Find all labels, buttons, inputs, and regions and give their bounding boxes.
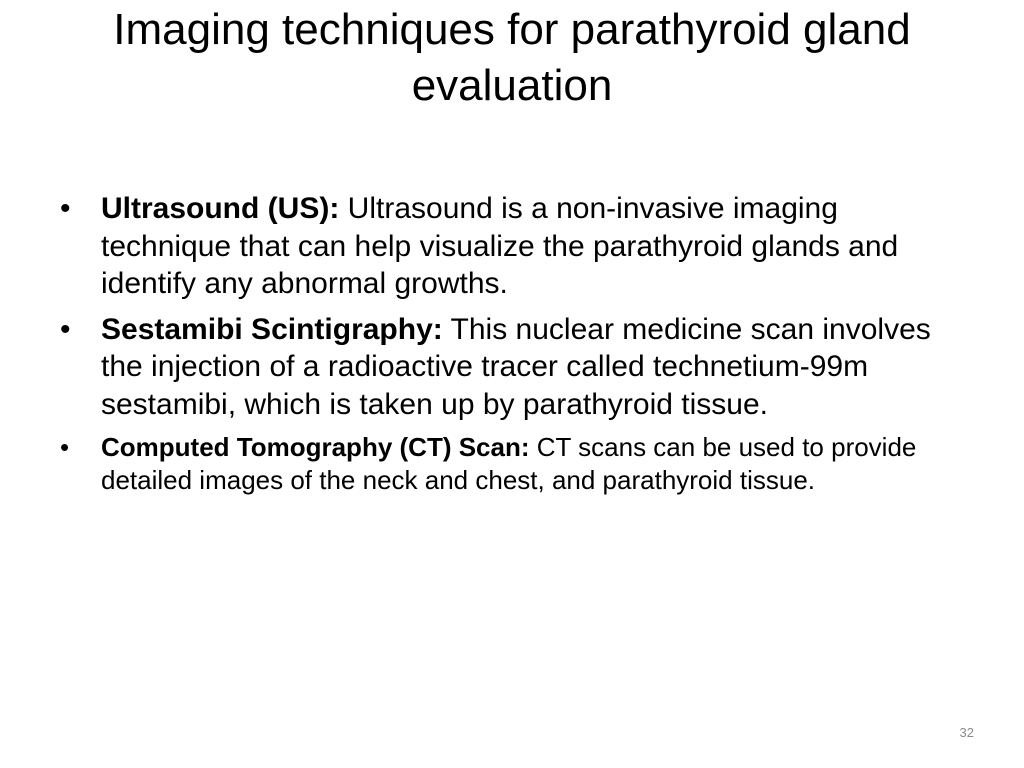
bullet-term: Ultrasound (US): [101, 192, 340, 225]
bullet-ultrasound [52, 190, 972, 303]
bullet-sestamibi [52, 311, 972, 424]
slide-title: Imaging techniques for parathyroid gland evaluation [113, 5, 911, 110]
bullet-text: Ultrasound is a non-invasive imaging technique that can help visualize the parathyroid glands and identify any abnormal growths. [101, 192, 899, 300]
page-number: 32 [959, 725, 974, 740]
bullet-icon: • [60, 432, 70, 462]
bullet-term: Computed Tomography (CT) Scan: [101, 432, 530, 462]
bullet-text: This nuclear medicine scan involves the injection of a radioactive tracer called technetium-99m sestamibi, which is taken up by parathyroid tissue. [101, 312, 931, 421]
bullet-text: CT scans can be used to provide detailed images of the neck and chest, and parathyroid tissue. [101, 432, 917, 495]
bullet-icon: • [60, 312, 71, 346]
bullet-icon: • [60, 192, 71, 225]
bullet-ct-scan [52, 431, 972, 496]
bullet-term: Sestamibi Scintigraphy: [101, 312, 443, 346]
bullet-list [52, 190, 972, 504]
